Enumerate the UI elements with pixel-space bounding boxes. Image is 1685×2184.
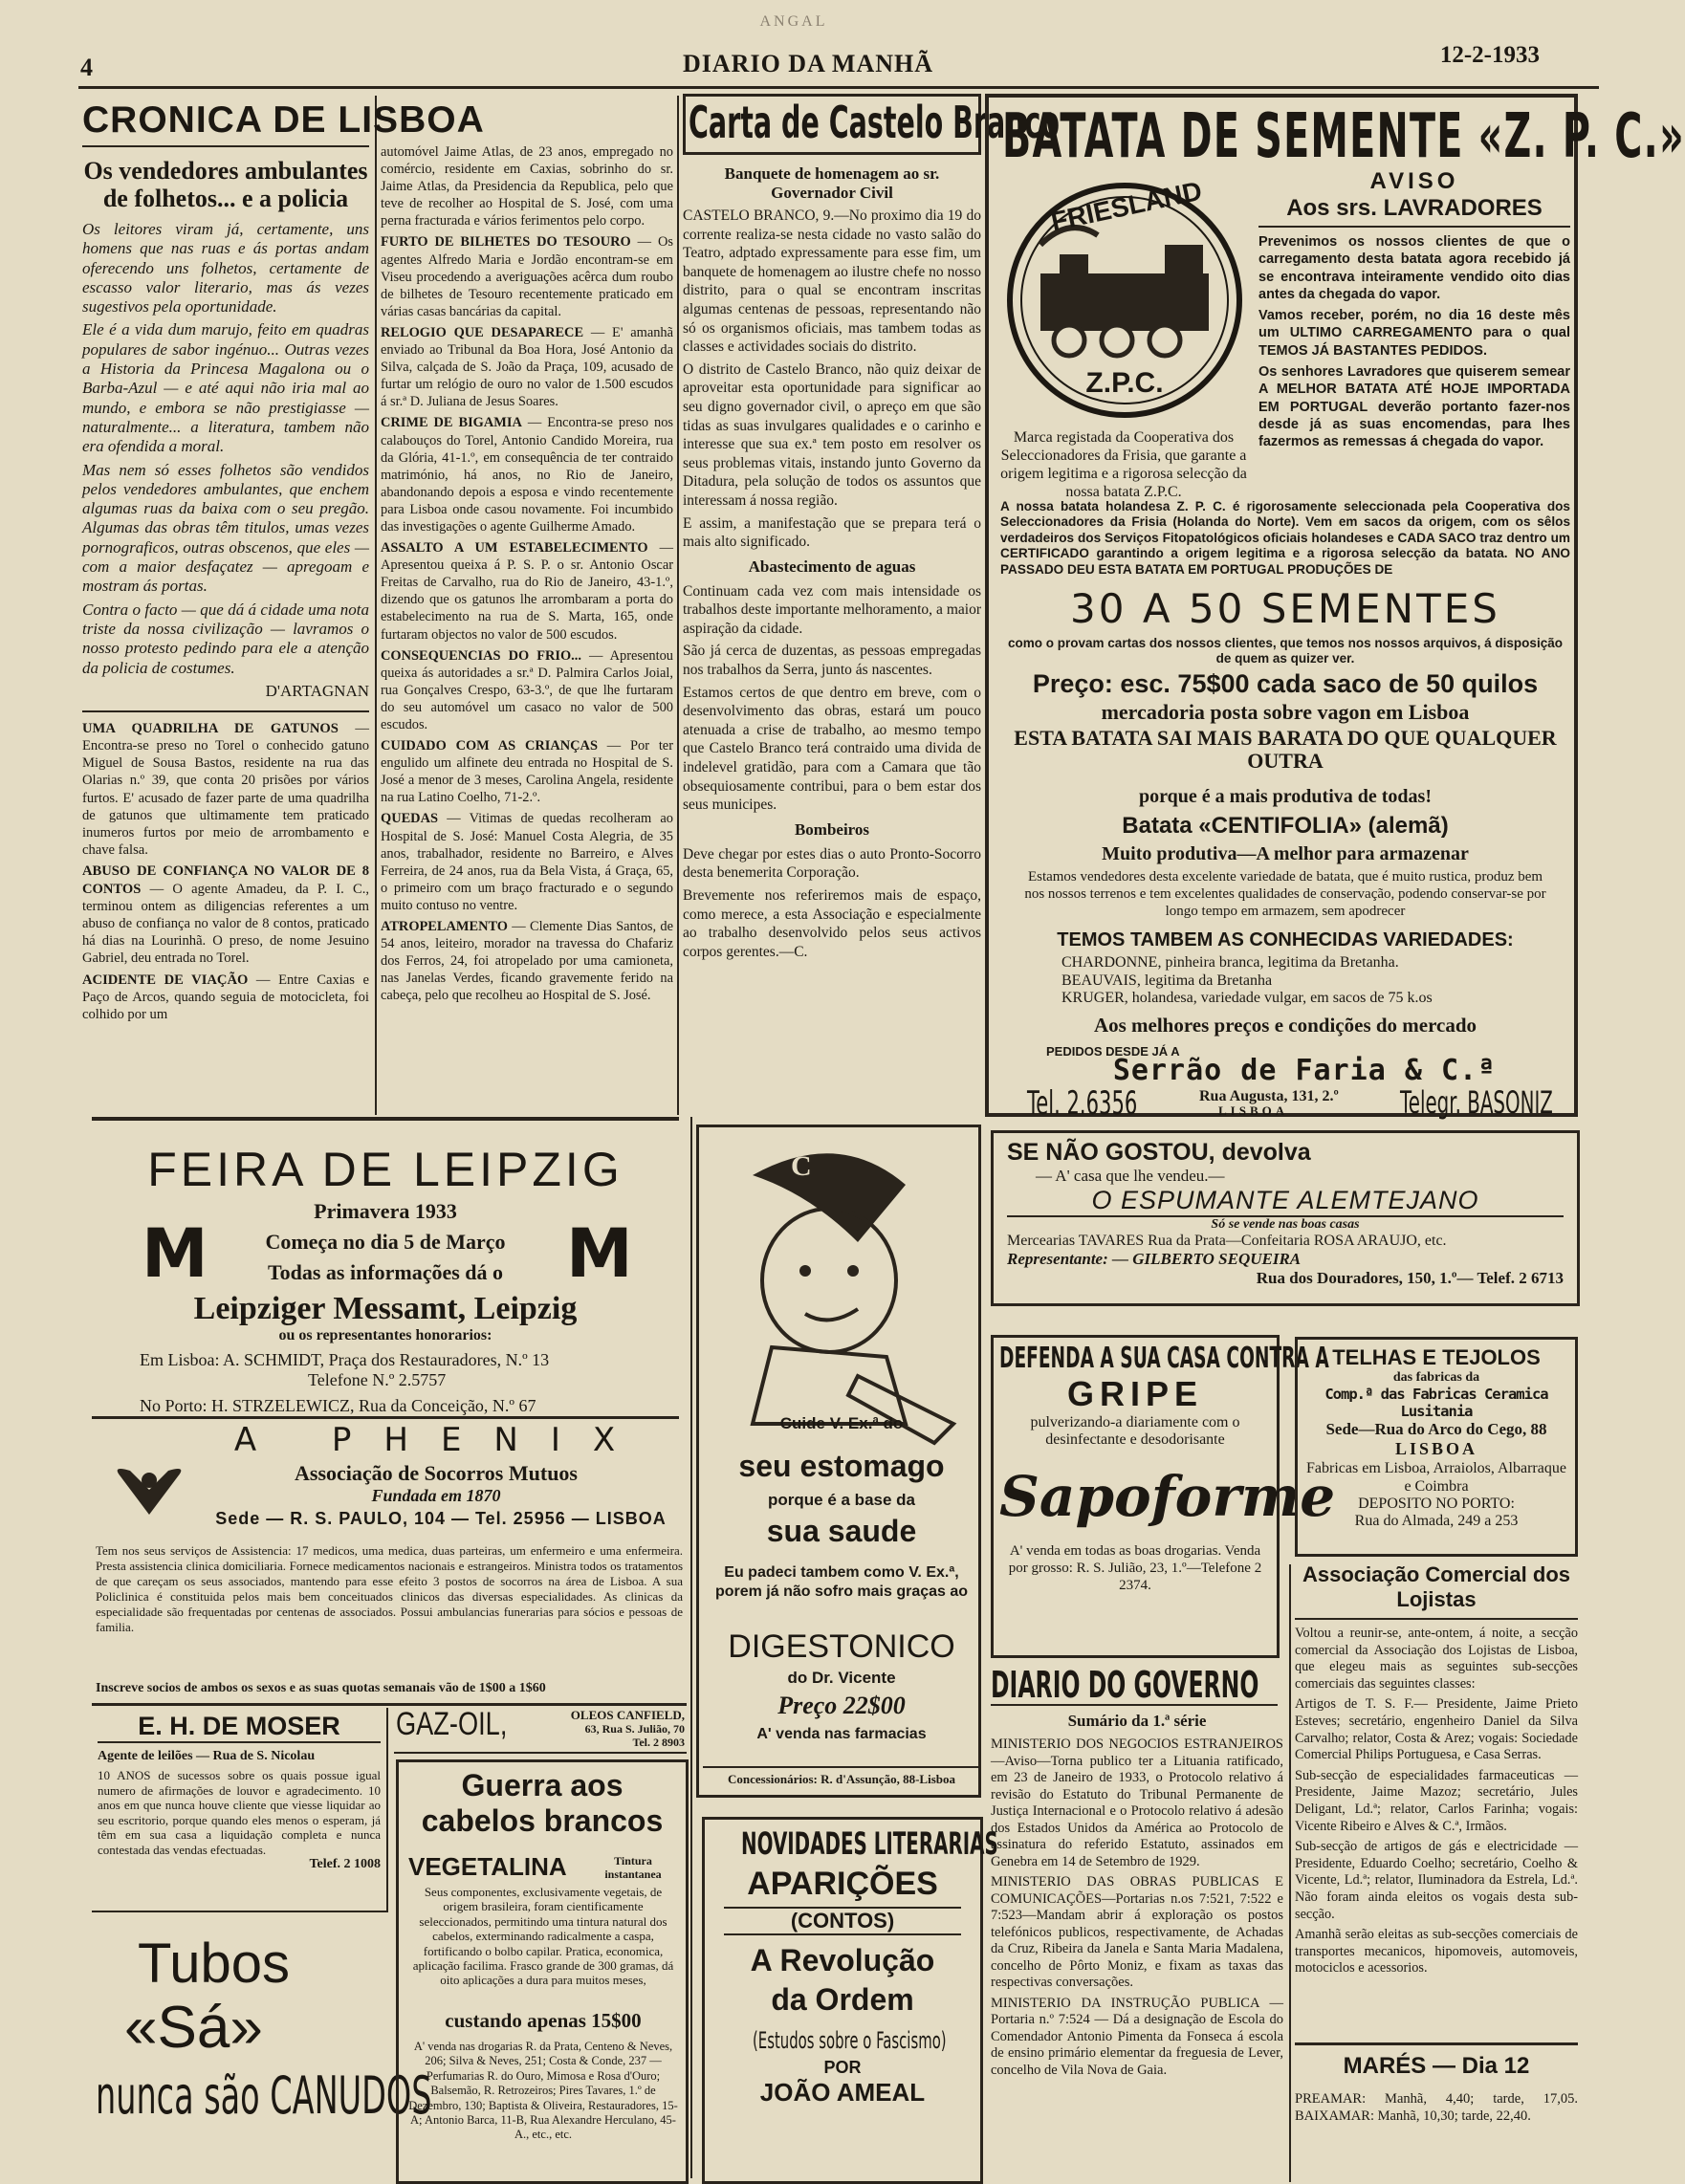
varieties-list (1061, 954, 1559, 1008)
governo-article (991, 1664, 1283, 2180)
telhas-line: DEPOSITO NO PORTO: (1358, 1496, 1515, 1512)
news-headline: RELOGIO QUE DESAPARECE (381, 324, 584, 340)
leipzig-season: Primavera 1933 (314, 1199, 457, 1223)
telhas-line: Fabricas em Lisboa, Arraiolos, Albarraque e Coimbra (1306, 1460, 1566, 1495)
cronica-title: CRONICA DE LISBOA (82, 99, 485, 141)
governo-paragraph: MINISTERIO DAS OBRAS PUBLICAS E COMUNICAÇÕES—Portarias n.os 7:521, 7:522 e 7:523—Mandam abrir á exploração os postos telefónicos publicos, respectivamente, de Achadas da Cruz, Ribeira da Janela e Santa Maria Madalena, concelho de Pôrto Moniz, e fixam as taxas das respectivas conversações. (991, 1874, 1283, 1990)
news-item: CUIDADO COM AS CRIANÇAS — Por ter engulido um alfinete deu entrada no Hospital de S. José a menor de 3 meses, Carolina Angela, residente na rua Latino Coelho, 71-2.º. (381, 738, 673, 806)
news-item: FURTO DE BILHETES DO TESOURO — Os agentes Alfredo Maria e Jordão encontram-se em Viseu procedendo a averiguações acêrca dum roubo de bilhetes de Tesouro recentemente praticado em várias casas bancárias da capital. (381, 234, 673, 319)
castelo-paragraph: Deve chegar por estes dias o auto Pronto-Socorro desta benemerita Corporação. (683, 845, 981, 882)
logo-lettering-bottom: Z.P.C. (1085, 367, 1164, 399)
phenix-sub1: Associação de Socorros Mutuos (295, 1461, 578, 1485)
novidades-por: POR (823, 2058, 862, 2077)
phoenix-bird-icon (101, 1457, 197, 1524)
news-text: Por ter engulido um alfinete deu entrada no Hospital de S. José a menor de 3 meses, Carolina Angela, residente na rua Latino Coelho, 71-2.º. (381, 738, 673, 806)
news-item: CRIME DE BIGAMIA — Encontra-se preso nos calabouços do Torel, Antonio Candido Moreira, rua da Glória, 41-1.º, em consequência de ter contraido matrimónio, há anos, no Rio de Janeiro, abandonando depois a esposa e vindo recentemente para Lisboa onde casou novamente. Foi incumbido das investigações o agente Guilherme Amado. (381, 415, 673, 535)
governo-body (991, 1736, 1283, 2079)
news-item: ABUSO DE CONFIANÇA NO VALOR DE 8 CONTOS — O agente Amadeu, da P. I. C., terminou ontem as diligencias referentes a um abuso de confiança no valor de 8 contos, praticado há dias na Lourinhã. O preso, de nome Jesuino Gabriel, deu entrada no Torel. (82, 863, 369, 967)
cronica-paragraph: Ele é a vida dum marujo, feito em quadras populares de sabor ingénuo... Outras vezes a Historia da Princesa Magalona ou o Barba-Azul — e até aqui não iria mal ao mundo, e embora se não prestigiasse — naturalmente... a literatura, tambem não era ofendida a moral. (82, 320, 369, 456)
armazenar-text: Estamos vendedores desta excelente variedade de batata, que é muito rustica, produz bem nos nossos terrenos e tem excelentes qualidades de conservação, podendo conservar-se por longo tempo em armazem, sem apodrecer (1024, 869, 1546, 919)
title-rule (991, 1704, 1278, 1706)
variety-item: KRUGER, holandesa, variedade vulgar, em sacos de 75 k.os (1061, 990, 1433, 1006)
column-rule (677, 96, 679, 1115)
castelo-paragraph: Estamos certos de que dentro em breve, com o desenvolvimento das obras, estará um pouco atenuada a crise de trabalho, ao mesmo tempo que Castelo Branco terá contraido uma divida de indelevel gratidão, para com a Camara que tão obsequiosamente contribui, para o bem estar dos seus municipes. (683, 684, 981, 814)
news-headline: QUEDAS (381, 811, 438, 827)
novidades-rev2: da Ordem (771, 1982, 914, 2017)
gripe-sold: A' venda em todas as boas drogarias. Venda por grosso: R. S. Julião, 23, 1.º—Telefone 2 2374. (1008, 1543, 1262, 1593)
gripe-word: GRIPE (1066, 1374, 1204, 1413)
telegr-text: Telegr. BASONIZ (1400, 1084, 1553, 1121)
news-headline: CONSEQUENCIAS DO FRIO... (381, 647, 581, 664)
column-rule (1289, 1564, 1291, 2182)
hat-letter: C (791, 1150, 812, 1182)
news-text: automóvel Jaime Atlas, de 23 anos, empregado no comércio, residente em Caxias, sobrinho do sr. Jaime Atlas, da Presidencia da Republica, pelo que teve de recolher ao Hospital de S. José, com uma perna fracturada e vários ferimentos pelo corpo. (381, 144, 673, 229)
castelo-paragraph: E assim, a manifestação que se prepara terá o mais alto significado. (683, 514, 981, 551)
lojistas-paragraph: Artigos de T. S. F.— Presidente, Jaime Prieto Esteves; secretário, engenheiro Daniel da Silva Carvalho; relator, Costa & Arez; vogais: Sociedade Comercial Philips Portuguesa, e Casa Serras. (1295, 1696, 1578, 1763)
tubos-line2: «Sá» (124, 1995, 263, 2061)
firm-street: Rua Augusta, 131, 2.º (1199, 1088, 1339, 1104)
library-stamp: ANGAL (759, 13, 828, 30)
gripe-head: DEFENDA A SUA CASA CONTRA A (999, 1342, 1329, 1375)
price-line: Preço: esc. 75$00 cada saco de 50 quilos (1032, 669, 1539, 698)
news-item: UMA QUADRILHA DE GATUNOS — Encontra-se preso no Torel o conhecido gatuno Miguel de Sousa Bastos, residente na rua das Olarias n.º 39, que conta 20 prisões por vários furtos. E' acusado de fazer parte de uma quadrilha de gatunos que ultimamente tem praticado inumeros furtos por meio de arrombamento e chave falsa. (82, 720, 369, 859)
leipzig-reps: ou os representantes honorarios: (278, 1327, 492, 1343)
news-item: RELOGIO QUE DESAPARECE — E' amanhã enviado ao Tribunal da Boa Hora, José Antonio da Silva, calçada de S. João da Praça, 109, acusado de furtar um relógio de ouro no valor de 1.500 escudos á sr.ª D. Juliana de Jesus Soares. (381, 324, 673, 410)
news-item: ATROPELAMENTO — Clemente Dias Santos, de 54 anos, leiteiro, morador na travessa do Chafariz dos Ferros, 24, foi atropelado por uma camioneta, nas Janelas Verdes, ficando gravemente ferido na cabeça, pelo que recolheu ao Hospital de S. José. (381, 919, 673, 1004)
moser-subtitle: Agente de leilões — Rua de S. Nicolau (98, 1749, 316, 1763)
firm-name: Serrão de Faria & C.ª (1112, 1054, 1497, 1087)
news-item (381, 143, 673, 229)
police-news-left (82, 720, 369, 1023)
digest-cuide: Cuide V. Ex.ª do (779, 1414, 904, 1432)
castelo-section-body (683, 845, 981, 962)
lojistas-paragraph: Voltou a reunir-se, ante-ontem, á noite, a secção comercial da Associação dos Lojistas de Lisboa, que elegeu mais as seguintes sub-secções comerciais das seguintes classes: (1295, 1626, 1578, 1692)
masthead (0, 0, 1620, 91)
novidades-rev1: A Revolução (750, 1943, 935, 1977)
vegetalina-tag: Tintura instantanea (604, 1854, 662, 1881)
espumante-name: O ESPUMANTE ALEMTEJANO (1007, 1186, 1564, 1217)
castelo-section-body (683, 207, 981, 552)
cronica-signature: D'ARTAGNAN (265, 681, 369, 700)
section-rule (92, 1117, 679, 1121)
phenix-text: Tem nos seus serviços de Assistencia: 17 medicos, uma medica, duas parteiras, um enfermeiro e uma enfermeira. Presta assistencia clinica domiciliaria. Fornece medicamentos nacionais e estrangeiros. Ministra todos os tratamentos de que careçam os seus associados, mantendo para esse efeito 3 postos de socorros na área de Lisboa. A sua Policlinica é constituida pelos mais bem conceituados clinicos das diversas especialidades. As clinicas da especialidade são frequentadas por centenas de associados. Possui ambulancias funerarias para sócios e pessoas de familia. (96, 1543, 683, 1634)
man-portrait-icon (714, 1137, 967, 1443)
notice-paragraph: Vamos receber, porém, no dia 16 deste mês um ULTIMO CARREGAMENTO para o qual TEMOS JÁ BASTANTES PEDIDOS. (1258, 308, 1570, 359)
digest-saude: sua saude (766, 1514, 917, 1548)
gazoil-tel: Tel. 2 8903 (632, 1736, 685, 1749)
news-text: Apresentou queixa á P. S. P. o sr. Antonio Oscar Freitas de Carvalho, rua do Rio de Janeiro, 43-1.º, dizendo que os gatunos lhe arrombaram a porta do estabelecimento na rua de S. Marta, 165, onde furtaram objectos no valor de 500 escudos. (381, 557, 673, 643)
novidades-ad (702, 1817, 998, 2184)
governo-title: DIARIO DO GOVERNO (991, 1664, 1259, 1706)
novidades-contos: (CONTOS) (724, 1907, 961, 1935)
digest-estomago: seu estomago (738, 1449, 945, 1483)
sementes-banner: 30 A 50 SEMENTES (1070, 585, 1500, 632)
vegetalina-ad (396, 1759, 689, 2184)
gripe-head-wrap (999, 1342, 1329, 1375)
news-headline: UMA QUADRILHA DE GATUNOS (82, 720, 339, 736)
tubos-line1: Tubos (138, 1933, 291, 1995)
tubos-line3: nunca são CANUDOS (96, 2065, 432, 2126)
batata-title: BATATA DE SEMENTE «Z. P. C.» (1002, 101, 1685, 172)
phenix-footer: Inscreve socios de ambos os sexos e as suas quotas semanais vão de 1$00 a 1$60 (96, 1681, 546, 1695)
gripe-brand: Sapoforme (999, 1464, 1336, 1529)
leipzig-logo-left: M (142, 1214, 208, 1293)
telhas-line: Rua do Almada, 249 a 253 (1354, 1513, 1519, 1529)
aviso-title: AVISO (1369, 168, 1459, 194)
cronica-paragraph: Os leitores viram já, certamente, uns homens que nas ruas e ás portas andam oferecendo uns folhetos, certamente de escasso valor literario, mas ás vezes sugestivos pela oportunidade. (82, 220, 369, 317)
newspaper-title: DIARIO DA MANHÃ (683, 50, 933, 77)
mares-box (1295, 2042, 1578, 2182)
column-rule (690, 1117, 692, 2178)
firm-telegr (1400, 1084, 1572, 1121)
news-text: Encontra-se preso nos calabouços do Torel, Antonio Candido Moreira, rua da Glória, 41-1.º, em consequência de ter contraido matrimónio, há anos, no Rio de Janeiro, abandonando depois a esposa e vindo recentemente para Lisboa onde casou novamente. Foi incumbido das investigações o agente Guilherme Amado. (381, 415, 673, 535)
column-rule (375, 96, 377, 1115)
news-text: O agente Amadeu, da P. I. C., terminou ontem as diligencias referentes a um abuso de confiança no valor de 8 contos, praticado há dias na Lourinhã. O preso, de nome Jesuino Gabriel, deu entrada no Torel. (82, 881, 369, 967)
news-headline: ASSALTO A UM ESTABELECIMENTO (381, 540, 648, 557)
leipzig-ad (92, 1126, 679, 1419)
novidades-head: NOVIDADES LITERARIAS (741, 1825, 998, 1862)
digest-name: DIGESTONICO (728, 1628, 955, 1665)
title-rule (1295, 1618, 1578, 1620)
digest-price: Preço 22$00 (777, 1692, 906, 1719)
vegetalina-name: VEGETALINA (408, 1852, 567, 1881)
page-number: 4 (80, 54, 93, 81)
title-rule (82, 145, 369, 147)
news-text: Vitimas de quedas recolheram ao Hospital de S. José: Manuel Costa Alegria, de 35 anos, trabalhador, residente no Barreiro, e Alves Ferreira, de 24 anos, rua da Bela Vista, á Graça, 65, o primeiro com um braço fracturado e o segundo muito contuso no ventre. (381, 811, 673, 913)
cheaper-line: ESTA BATATA SAI MAIS BARATA DO QUE QUALQUER OUTRA (1014, 726, 1557, 773)
novidades-author: JOÃO AMEAL (759, 2078, 926, 2107)
castelo-section-body (683, 582, 981, 815)
cronica-paragraph: Contra o facto — que dá á cidade uma nota triste da nossa civilização — lavramos o nosso protesto pedindo para ele a atenção da policia de costumes. (82, 600, 369, 677)
armazenar-line: Muito produtiva—A melhor para armazenar (1102, 843, 1469, 864)
variety-item: BEAUVAIS, legitima da Bretanha (1061, 972, 1273, 989)
phenix-sub2: Fundada em 1870 (371, 1486, 501, 1505)
espumante-only: Só se vende nas boas casas (1211, 1217, 1360, 1232)
aviso-notice (1258, 233, 1570, 451)
aviso-block (1258, 168, 1570, 455)
governo-title-wrap (991, 1664, 1283, 1704)
friesland-logo (1002, 175, 1247, 423)
productive-line: porque é a mais produtiva de todas! (1139, 786, 1432, 807)
espumante-address: Rua dos Douradores, 150, 1.º— Telef. 2 6713 (1256, 1269, 1564, 1287)
espumante-rep: Representante: — GILBERTO SEQUEIRA (1007, 1250, 1302, 1268)
tel-text: Tel. 2.6356 (1027, 1084, 1138, 1123)
issue-date: 12-2-1933 (1439, 42, 1540, 68)
gripe-ad (991, 1335, 1336, 1658)
news-item: QUEDAS — Vitimas de quedas recolheram ao Hospital de S. José: Manuel Costa Alegria, de 35 anos, trabalhador, residente no Barreiro, e Alves Ferreira, de 24 anos, rua da Bela Vista, á Graça, 65, o primeiro com um braço fracturado e o segundo muito contuso no ventre. (381, 811, 673, 913)
digest-sold: A' venda nas farmacias (756, 1726, 927, 1742)
notice-paragraph: Os senhores Lavradores que quiserem semear A MELHOR BATATA ATÉ HOJE IMPORTADA EM PORTUGAL deverão portanto fazer-nos desde já as suas encomendas, para lhes fazermos as remessas á chegada do vapor. (1258, 364, 1570, 450)
gazoil-firm: OLEOS CANFIELD, (570, 1708, 685, 1722)
vegetalina-title: Guerra aos cabelos brancos (421, 1768, 664, 1838)
firm-tel (1027, 1084, 1161, 1123)
castelo-paragraph: Brevemente nos referiremos mais de espaço, como merece, a esta Associação e especialmente ao trabalho desenvolvido pelos seus activos corpos gerentes.—C. (683, 887, 981, 960)
espumante-head: SE NÃO GOSTOU, devolva (1007, 1139, 1311, 1166)
varieties-title: TEMOS TAMBEM AS CONHECIDAS VARIEDADES: (1057, 929, 1514, 950)
phenix-address: Sede — R. S. PAULO, 104 — Tel. 25956 — LISBOA (215, 1509, 667, 1528)
lojistas-paragraph: Sub-secção de artigos de gás e electricidade — Presidente, Eduardo Coelho; secretário, Coelho & Vicente, Ld.ª; relator, Iluminadora da Estrela, Ld.ª. Não foram ainda eleitos os vogais desta sub-secção. (1295, 1839, 1578, 1922)
sementes-subtext: como o provam cartas dos nossos clientes, que temos nos nossos arquivos, á disposição de quem as quizer ver. (1008, 636, 1563, 666)
leipzig-start: Começa no dia 5 de Março (265, 1230, 506, 1254)
article-rule (82, 710, 369, 712)
phenix-ad (92, 1421, 687, 1706)
news-text: Encontra-se preso no Torel o conhecido gatuno Miguel de Sousa Bastos, residente na rua das Olarias n.º 39, que conta 20 prisões por vários furtos. E' acusado de fazer parte de uma quadrilha de gatunos que ultimamente tem praticado inumeros furtos por meio de arrombamento e chave falsa. (82, 738, 369, 859)
news-text: E' amanhã enviado ao Tribunal da Boa Hora, José Antonio da Silva, calçada de S. João da Praça, 109, acusado de furtar um relógio de ouro no valor de 1.500 escudos á sr.ª D. Juliana de Jesus Soares. (381, 324, 673, 410)
masthead-rule (78, 86, 1599, 89)
digest-concessionaires: Concessionários: R. d'Assunção, 88-Lisboa (703, 1766, 980, 1787)
police-news-mid (381, 143, 673, 1113)
castelo-article (683, 94, 1061, 1117)
castelo-section-title: Abastecimento de aguas (748, 557, 916, 576)
moser-ad (92, 1708, 388, 1912)
news-headline: CUIDADO COM AS CRIANÇAS (381, 738, 598, 754)
leipzig-lisboa: Em Lisboa: A. SCHMIDT, Praça dos Restauradores, N.º 13 (140, 1350, 550, 1369)
price-subline: mercadoria posta sobre vagon em Lisboa (1101, 700, 1470, 724)
telhas-line: LISBOA (1394, 1439, 1478, 1458)
batata-ad (985, 94, 1685, 1123)
novidades-title: APARIÇÕES (747, 1866, 938, 1902)
governo-paragraph: MINISTERIO DA INSTRUÇÃO PUBLICA — Portaria n.º 7:524 — Dá a designação de Escola do Comendador Antonio Pimenta da Fonseca á escola de ensino primário elementar da freguesia de Lever, concelho de Vila Nova de Gaia. (991, 1995, 1283, 2078)
best-prices-line: Aos melhores preços e condições do mercado (1093, 1014, 1477, 1037)
vegetalina-text: Seus componentes, exclusivamente vegetais, de origem brasileira, foram cientificamente seleccionados, permitindo uma tintura natural dos cabelos, exterminando radicalmente a caspa, fortificando o bolbo capilar. Pratica, economica, aplicação facilima. Frasco grande de 300 gramas, dá oito aplicações a dura para muitos meses, (412, 1885, 674, 1988)
castelo-paragraph: Continuam cada vez com mais intensidade os trabalhos deste importante melhoramento, a maior aspiração da cidade. (683, 582, 981, 637)
news-item: ACIDENTE DE VIAÇÃO — Entre Caxias e Paço de Arcos, quando seguia de motocicleta, foi colhido por um (82, 972, 369, 1023)
telhas-line: Comp.ª das Fabricas Ceramica Lusitania (1324, 1386, 1548, 1420)
telhas-line: Sede—Rua do Arco do Cego, 88 (1325, 1420, 1547, 1438)
mares-text: PREAMAR: Manhã, 4,40; tarde, 17,05. BAIXAMAR: Manhã, 10,30; tarde, 22,40. (1295, 2091, 1578, 2124)
castelo-paragraph: O distrito de Castelo Branco, não quiz deixar de aproveitar esta oportunidade para significar ao seu digno governador civil, o apreço em que são tidas as suas invulgares qualidades e o carinho e interesse que sua ex.ª tem posto em resolver os seus problemas vitais, instando junto Governo da Ditadura, pela solução de todos os assuntos que interessam á nossa região. (683, 360, 981, 509)
leipzig-porto: No Porto: H. STRZELEWICZ, Rua da Conceição, N.º 67 (140, 1396, 536, 1415)
news-headline: ABUSO DE CONFIANÇA NO VALOR DE 8 CONTOS (82, 863, 369, 897)
tubos-line3-wrap (96, 2065, 432, 2126)
moser-text: 10 ANOS de sucessos sobre os quais possue igual numero de afirmações de louvor e agradecimento. 10 anos em que nunca houve cliente que viesse liquidar ao seu escritorio, porque quando eles menos o esperam, já têm em sua casa a liquidação completa e nunca contestada das vendas efectuadas. (98, 1768, 381, 1857)
news-text: Clemente Dias Santos, de 54 anos, leiteiro, morador na travessa do Chafariz dos Ferros, 24, foi atropelado por uma camioneta, nas Janelas Verdes, ficando gravemente ferido na cabeça, pelo que recolheu ao Hospital de S. José. (381, 919, 673, 1004)
news-headline: ACIDENTE DE VIAÇÃO (82, 972, 249, 988)
logo-lettering-top: FRIESLAND (1048, 175, 1205, 237)
vegetalina-sellers: A' venda nas drogarias R. da Prata, Centeno & Neves, 206; Silva & Neves, 251; Costa & Conde, 237 — Perfumarias R. do Ouro, Mimosa e Rosa d'Ouro; Balsemão, R. Retrozeiros; Pires Tavares, 1.º de Dezembro, 130; Baptista & Oliveira, Restauradores, 15-A; Antonio Barca, 11-B, Rua Alexandre Herculano, 45-A., etc., etc. (408, 2040, 678, 2142)
digest-doctor: do Dr. Vicente (787, 1669, 896, 1687)
castelo-title: Carta de Castelo Branco (689, 97, 1061, 148)
novidades-estudos: (Estudos sobre o Fascismo) (753, 2027, 947, 2054)
castelo-paragraph: São já cerca de duzentas, as pessoas empregadas nos trabalhos da Serra, junto ás nascentes. (683, 643, 981, 679)
gripe-text: pulverizando-a diariamente com o desinfectante e desodorisante (1030, 1414, 1240, 1448)
news-text: Os agentes Alfredo Maria e Jordão encontram-se em Viseu procedendo a averiguações acêrca dum roubo de bilhetes de Tesouro recentemente praticado em várias casas bancárias da capital. (381, 234, 673, 319)
news-headline: CRIME DE BIGAMIA (381, 415, 522, 431)
lojistas-article (1295, 1562, 1578, 2041)
lojistas-title: Associação Comercial dos Lojistas (1302, 1562, 1570, 1611)
news-text: Entre Caxias e Paço de Arcos, quando seguia de motocicleta, foi colhido por um (82, 972, 369, 1023)
centifolia-line: Batata «CENTIFOLIA» (alemã) (1122, 813, 1449, 839)
cronica-body (82, 220, 369, 678)
logo-caption: Marca registada da Cooperativa dos Seleccionadores da Frisia, que garante a origem legitima e a rigorosa selecção da nossa batata Z.P.C. (1000, 429, 1247, 500)
telhas-title: TELHAS E TEJOLOS (1332, 1345, 1541, 1369)
lojistas-paragraph: Sub-secção de especialidades farmaceuticas — Presidente, Jaime Mazoz; secretário, Jules Deligant, Ld.ª; relator, Carlos Farinha; vogais: Vicente Ribeiro e Alves & C.ª, Irmãos. (1295, 1767, 1578, 1834)
novidades-head-wrap (741, 1825, 998, 1862)
gazoil-ad (394, 1706, 687, 1754)
leipzig-logo-right: M (566, 1214, 633, 1293)
tubos-ad (92, 1916, 432, 2184)
telhas-line: das fabricas da (1392, 1370, 1480, 1385)
orders-line: PEDIDOS DESDE JÁ A (1046, 1044, 1180, 1059)
governo-sumario: Sumário da 1.ª série (1067, 1712, 1207, 1730)
castelo-section-title: Bombeiros (794, 819, 870, 839)
leipzig-title: FEIRA DE LEIPZIG (147, 1143, 624, 1196)
digestonico-ad (696, 1125, 981, 1798)
leipzig-info: Todas as informações dá o (267, 1260, 504, 1284)
espumante-shops: Mercearias TAVARES Rua da Prata—Confeitaria ROSA ARAUJO, etc. (1007, 1233, 1447, 1249)
digest-testimony: Eu padeci tambem como V. Ex.ª, porem já não sofro mais graças ao (714, 1564, 969, 1600)
cronica-subtitle: Os vendedores ambulantes de folhetos... e a policia (83, 157, 368, 212)
aviso-subtitle: Aos srs. LAVRADORES (1258, 195, 1570, 228)
gazoil-name: GAZ-OIL, (396, 1706, 508, 1742)
digest-porque: porque é a base da (768, 1491, 915, 1509)
notice-paragraph: Prevenimos os nossos clientes de que o carregamento desta batata agora recebido já se encontrava inteiramente vendido oito dias antes da chegada do vapor. (1258, 234, 1570, 302)
moser-title: E. H. DE MOSER (98, 1712, 381, 1743)
governo-paragraph: MINISTERIO DOS NEGOCIOS ESTRANJEIROS—Aviso—Torna publico ter a Lituania ratificado, em 23 de Janeiro de 1933, o Protocolo relativo á revisão do Estatuto do Tribunal Permanente de Justiça Internacional e o Protocolo relativo á adesão dos Estados Unidos da América ao Protocolo de assinatura do referido Estatuto, assinados em Genebra em 14 de Setembro de 1929. (991, 1736, 1283, 1869)
lojistas-body (1295, 1626, 1578, 1977)
leipzig-tel: Telefone N.º 2.5757 (308, 1370, 447, 1389)
castelo-title-box (683, 94, 1061, 155)
news-headline: FURTO DE BILHETES DO TESOURO (381, 234, 631, 251)
moser-tel: Telef. 2 1008 (309, 1857, 381, 1871)
espumante-ad (991, 1130, 1580, 1306)
castelo-paragraph: CASTELO BRANCO, 9.—No proximo dia 19 do corrente realiza-se nesta cidade no vasto salão do Teatro, adptado expressamente para esse fim, um banquete de homenagem ao ilustre chefe no nosso distrito, para o qual se encontram inscritas algumas centenas de pessoas, representando não só os organismos oficiais, mas tambem todas as classes e actividades sociais do distrito. (683, 207, 981, 356)
gazoil-address: 63, Rua S. Julião, 70 (584, 1722, 685, 1736)
telhas-ad (1295, 1337, 1578, 1557)
cronica-paragraph: Mas nem só esses folhetos são vendidos pelos vendedores ambulantes, que enchem algumas ruas da baixa com o seu pregão. Algumas das obras têm titulos, umas vezes pornograficos, outras obscenos, que eles — com a maior desfaçatez — apregoam e mostram ás portas. (82, 460, 369, 596)
holandesa-text: A nossa batata holandesa Z. P. C. é rigorosamente seleccionada pela Cooperativa dos Seleccionadores da Frisia (Holanda do Norte). Vem em sacos da origem, com os sêlos verdadeiros dos Serviços Fitopatológicos oficiais holandeses e CADA SACO traz dentro um CERTIFICADO garantindo a origem legitima e a rigorosa selecção da batata. NO ANO PASSADO DEU ESTA BATATA EM PORTUGAL PRODUÇÕES DE (1000, 499, 1570, 577)
news-headline: ATROPELAMENTO (381, 919, 508, 935)
vegetalina-price: custando apenas 15$00 (445, 2009, 642, 2032)
mares-title: MARÉS — Dia 12 (1343, 2053, 1530, 2079)
news-text: Apresentou queixa ás autoridades a sr.ª D. Palmira Carlos Joial, rua Gonçalves Crespo, 63-3.º, de que lhe furtaram do seu automóvel um casaco no valor de 500 escudos. (381, 647, 673, 732)
news-item: CONSEQUENCIAS DO FRIO... — Apresentou queixa ás autoridades a sr.ª D. Palmira Carlos Joial, rua Gonçalves Crespo, 63-3.º, de que lhe furtaram do seu automóvel um casaco no valor de 500 escudos. (381, 647, 673, 732)
castelo-section-title: Banquete de homenagem ao sr. Governador Civil (724, 164, 940, 202)
news-item: ASSALTO A UM ESTABELECIMENTO — Apresentou queixa á P. S. P. o sr. Antonio Oscar Freitas de Carvalho, rua do Rio de Janeiro, 43-1.º, dizendo que os gatunos lhe arrombaram a porta do estabelecimento na rua de S. Marta, 165, onde furtaram objectos no valor de 500 escudos. (381, 540, 673, 643)
firm-city: LISBOA (1218, 1103, 1289, 1118)
novidades-estudos-wrap (753, 2027, 980, 2052)
phenix-title-text: A PHENIX (233, 1421, 648, 1459)
lojistas-paragraph: Amanhã serão eleitas as sub-secções comerciais de transportes mecanicos, hipomoveis, automoveis, motociclos e acessorios. (1295, 1927, 1578, 1977)
variety-item: CHARDONNE, pinheira branca, legitima da Bretanha. (1061, 954, 1399, 971)
leipzig-org: Leipziger Messamt, Leipzig (193, 1291, 578, 1326)
espumante-sub: — A' casa que lhe vendeu.— (1036, 1167, 1225, 1185)
